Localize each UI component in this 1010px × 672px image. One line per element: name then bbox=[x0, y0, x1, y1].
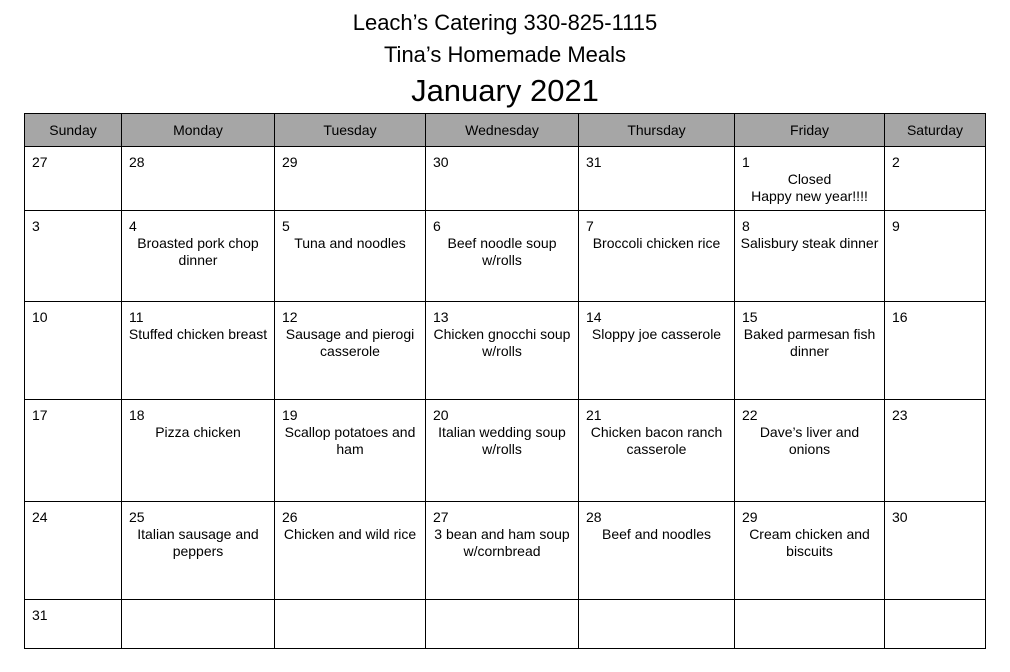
day-number: 29 bbox=[282, 154, 298, 170]
day-cell bbox=[275, 400, 426, 502]
day-cell bbox=[275, 211, 426, 302]
day-cell bbox=[426, 502, 579, 600]
meal-text: Chicken and wild rice bbox=[283, 526, 417, 542]
day-number: 30 bbox=[892, 509, 908, 525]
day-number: 7 bbox=[586, 218, 594, 234]
day-cell bbox=[426, 302, 579, 400]
day-number: 9 bbox=[892, 218, 900, 234]
day-cell bbox=[25, 600, 122, 649]
day-number: 27 bbox=[433, 509, 449, 525]
weekday-header: Tuesday bbox=[275, 114, 426, 147]
day-cell bbox=[579, 400, 735, 502]
day-cell bbox=[122, 302, 275, 400]
business-name-phone: Leach’s Catering 330-825-1115 bbox=[352, 10, 658, 35]
meal-text: Italian sausage and peppers bbox=[137, 526, 259, 559]
day-cell bbox=[122, 147, 275, 211]
weekday-header: Saturday bbox=[885, 114, 986, 147]
day-number: 5 bbox=[282, 218, 290, 234]
day-cell bbox=[25, 400, 122, 502]
day-number: 31 bbox=[32, 607, 48, 623]
week-row bbox=[25, 400, 986, 502]
day-number bbox=[579, 600, 734, 607]
meal-text: Beef and noodles bbox=[602, 526, 711, 542]
day-cell bbox=[25, 147, 122, 211]
day-cell bbox=[25, 211, 122, 302]
meal-text: Dave’s liver and onions bbox=[759, 424, 860, 457]
meal-text: Salisbury steak dinner bbox=[740, 235, 879, 251]
day-cell bbox=[885, 211, 986, 302]
day-cell bbox=[426, 211, 579, 302]
week-row bbox=[25, 502, 986, 600]
weekday-header: Wednesday bbox=[426, 114, 579, 147]
meal-text: Italian wedding soup w/rolls bbox=[438, 424, 566, 457]
day-number: 19 bbox=[282, 407, 298, 423]
meal-text: Sloppy joe casserole bbox=[591, 326, 722, 342]
day-cell bbox=[25, 302, 122, 400]
day-number: 25 bbox=[129, 509, 145, 525]
day-number: 11 bbox=[129, 309, 144, 325]
meal-text: Closed Happy new year!!!! bbox=[751, 171, 868, 204]
day-cell bbox=[735, 211, 885, 302]
week-row bbox=[25, 211, 986, 302]
day-number: 10 bbox=[32, 309, 48, 325]
day-number: 23 bbox=[892, 407, 908, 423]
weekday-header-row bbox=[25, 114, 986, 147]
day-number: 12 bbox=[282, 309, 298, 325]
day-number: 20 bbox=[433, 407, 449, 423]
meal-text: Stuffed chicken breast bbox=[128, 326, 268, 342]
week-row bbox=[25, 147, 986, 211]
day-cell bbox=[885, 400, 986, 502]
day-number bbox=[122, 600, 274, 607]
day-number: 26 bbox=[282, 509, 298, 525]
day-cell bbox=[426, 147, 579, 211]
subtitle: Tina’s Homemade Meals bbox=[383, 42, 627, 67]
day-cell bbox=[579, 600, 735, 649]
day-number: 18 bbox=[129, 407, 145, 423]
day-cell bbox=[579, 502, 735, 600]
day-number: 8 bbox=[742, 218, 750, 234]
day-cell bbox=[735, 147, 885, 211]
day-number: 28 bbox=[129, 154, 145, 170]
weekday-header: Thursday bbox=[579, 114, 735, 147]
day-number: 15 bbox=[742, 309, 758, 325]
day-number: 14 bbox=[586, 309, 602, 325]
day-number bbox=[885, 600, 985, 607]
day-number bbox=[735, 600, 884, 607]
day-cell bbox=[25, 502, 122, 600]
day-cell bbox=[579, 302, 735, 400]
month-title: January 2021 bbox=[411, 73, 599, 108]
day-number: 4 bbox=[129, 218, 137, 234]
day-cell bbox=[275, 147, 426, 211]
calendar-body bbox=[25, 147, 986, 649]
meal-text: Tuna and noodles bbox=[294, 235, 406, 251]
week-row bbox=[25, 302, 986, 400]
day-cell bbox=[122, 211, 275, 302]
day-cell bbox=[885, 302, 986, 400]
day-number: 27 bbox=[32, 154, 48, 170]
meal-text: Chicken gnocchi soup w/rolls bbox=[433, 326, 571, 359]
day-cell bbox=[426, 600, 579, 649]
meal-text: Beef noodle soup w/rolls bbox=[447, 235, 557, 268]
weekday-header: Sunday bbox=[25, 114, 122, 147]
day-cell bbox=[122, 400, 275, 502]
week-row bbox=[25, 600, 986, 649]
day-number: 31 bbox=[586, 154, 602, 170]
day-cell bbox=[122, 600, 275, 649]
meal-text: Pizza chicken bbox=[155, 424, 241, 440]
day-number: 28 bbox=[586, 509, 602, 525]
calendar-table bbox=[24, 113, 986, 649]
day-cell bbox=[735, 400, 885, 502]
day-cell bbox=[885, 502, 986, 600]
day-number bbox=[275, 600, 425, 607]
day-number: 21 bbox=[586, 407, 602, 423]
day-cell bbox=[426, 400, 579, 502]
meal-text: Cream chicken and biscuits bbox=[749, 526, 870, 559]
day-cell bbox=[735, 502, 885, 600]
day-number: 2 bbox=[892, 154, 900, 170]
meal-text: 3 bean and ham soup w/cornbread bbox=[434, 526, 570, 559]
day-cell bbox=[122, 502, 275, 600]
day-cell bbox=[275, 502, 426, 600]
day-cell bbox=[579, 147, 735, 211]
day-cell bbox=[275, 600, 426, 649]
weekday-header: Friday bbox=[735, 114, 885, 147]
day-cell bbox=[885, 147, 986, 211]
day-number: 1 bbox=[742, 154, 750, 170]
day-cell bbox=[735, 600, 885, 649]
day-number: 22 bbox=[742, 407, 758, 423]
day-number: 17 bbox=[32, 407, 48, 423]
meal-text: Sausage and pierogi casserole bbox=[285, 326, 415, 359]
day-number: 13 bbox=[433, 309, 449, 325]
meal-text: Chicken bacon ranch casserole bbox=[590, 424, 723, 457]
day-number bbox=[426, 600, 578, 607]
day-number: 16 bbox=[892, 309, 908, 325]
day-number: 6 bbox=[433, 218, 441, 234]
meal-text: Broasted pork chop dinner bbox=[137, 235, 259, 268]
day-cell bbox=[885, 600, 986, 649]
day-number: 29 bbox=[742, 509, 758, 525]
meal-text: Scallop potatoes and ham bbox=[284, 424, 416, 457]
day-number: 30 bbox=[433, 154, 449, 170]
day-number: 24 bbox=[32, 509, 48, 525]
day-cell bbox=[735, 302, 885, 400]
weekday-header: Monday bbox=[122, 114, 275, 147]
day-cell bbox=[579, 211, 735, 302]
day-number: 3 bbox=[32, 218, 40, 234]
meal-text: Broccoli chicken rice bbox=[592, 235, 721, 251]
meal-text: Baked parmesan fish dinner bbox=[743, 326, 876, 359]
day-cell bbox=[275, 302, 426, 400]
